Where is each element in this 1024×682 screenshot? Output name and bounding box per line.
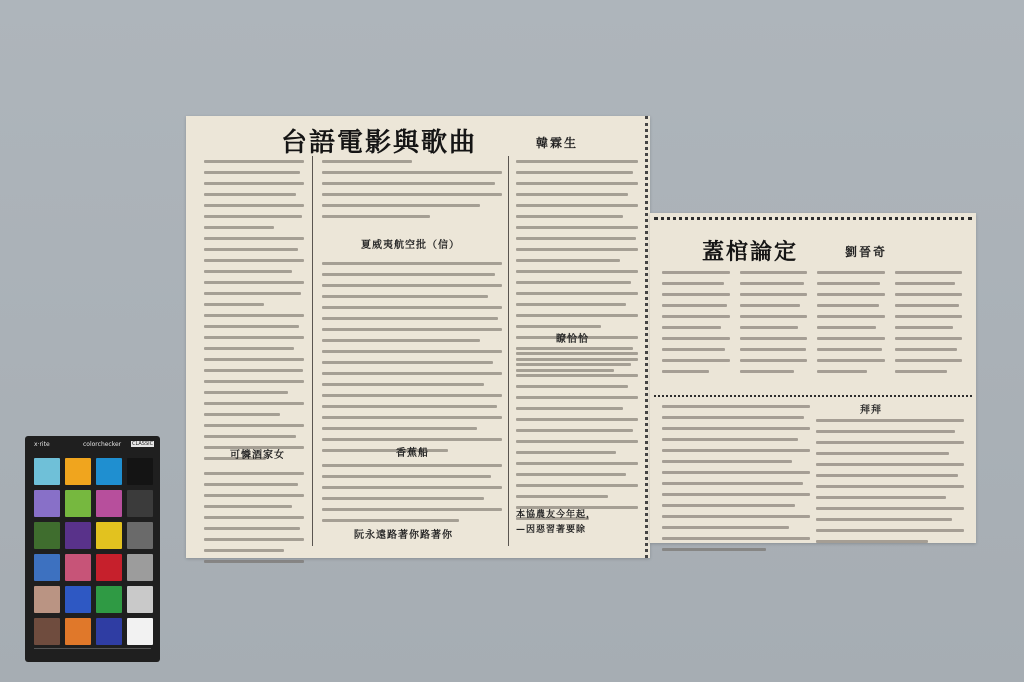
- subhead-right: 拜拜: [860, 405, 882, 416]
- color-patch: [127, 490, 153, 517]
- color-patch: [96, 490, 122, 517]
- subhead-1: 可憐酒家女: [230, 450, 285, 461]
- text-column-2b: [322, 262, 502, 460]
- article-title: 台語電影與歌曲: [281, 128, 478, 158]
- text-column-2c: [322, 464, 502, 530]
- color-patch-grid: [34, 458, 153, 645]
- color-patch: [96, 618, 122, 645]
- article-right-title: 蓋棺論定: [702, 240, 799, 265]
- text-column-right-top: [662, 271, 962, 381]
- color-patch: [65, 490, 91, 517]
- subhead-0: 夏威夷航空批（信）: [361, 240, 460, 251]
- color-patch: [65, 618, 91, 645]
- subhead-2: 香蕉船: [396, 448, 429, 459]
- text-column-1b: [204, 472, 304, 571]
- newspaper-clipping-left: [186, 116, 650, 558]
- color-patch: [34, 618, 60, 645]
- footer-note: 本協農友今年起， —因惡習著要除: [516, 510, 597, 535]
- checker-product: colorchecker: [83, 441, 122, 448]
- checker-scale: [34, 648, 151, 656]
- color-patch: [65, 458, 91, 485]
- newspaper-clipping-right: [650, 213, 976, 543]
- text-column-1: [204, 160, 304, 468]
- color-patch: [96, 458, 122, 485]
- color-patch: [65, 586, 91, 613]
- subhead-3: 瞭恰恰: [556, 334, 589, 345]
- color-patch: [127, 586, 153, 613]
- color-patch: [34, 490, 60, 517]
- checker-brand: x·rite: [34, 441, 50, 448]
- color-patch: [127, 618, 153, 645]
- color-patch: [34, 522, 60, 549]
- color-patch: [96, 586, 122, 613]
- text-column-right-bottom-2: [816, 419, 964, 551]
- color-patch: [96, 554, 122, 581]
- color-patch: [34, 458, 60, 485]
- text-column-3: [516, 160, 638, 380]
- article-byline: 韓霖生: [536, 136, 579, 150]
- text-column-right-bottom-1: [662, 405, 810, 559]
- text-column-2: [322, 160, 502, 226]
- color-patch: [65, 554, 91, 581]
- color-patch: [127, 522, 153, 549]
- color-patch: [34, 554, 60, 581]
- color-patch: [34, 586, 60, 613]
- color-patch: [96, 522, 122, 549]
- color-patch: [127, 554, 153, 581]
- color-patch: [65, 522, 91, 549]
- subhead-4: 阮永遠路著你路著你: [354, 530, 453, 541]
- color-patch: [127, 458, 153, 485]
- color-checker-card: [25, 436, 160, 662]
- article-right-byline: 劉晉奇: [845, 245, 888, 259]
- checker-edition: CLASSIC: [132, 441, 154, 447]
- text-column-3b: [516, 352, 638, 528]
